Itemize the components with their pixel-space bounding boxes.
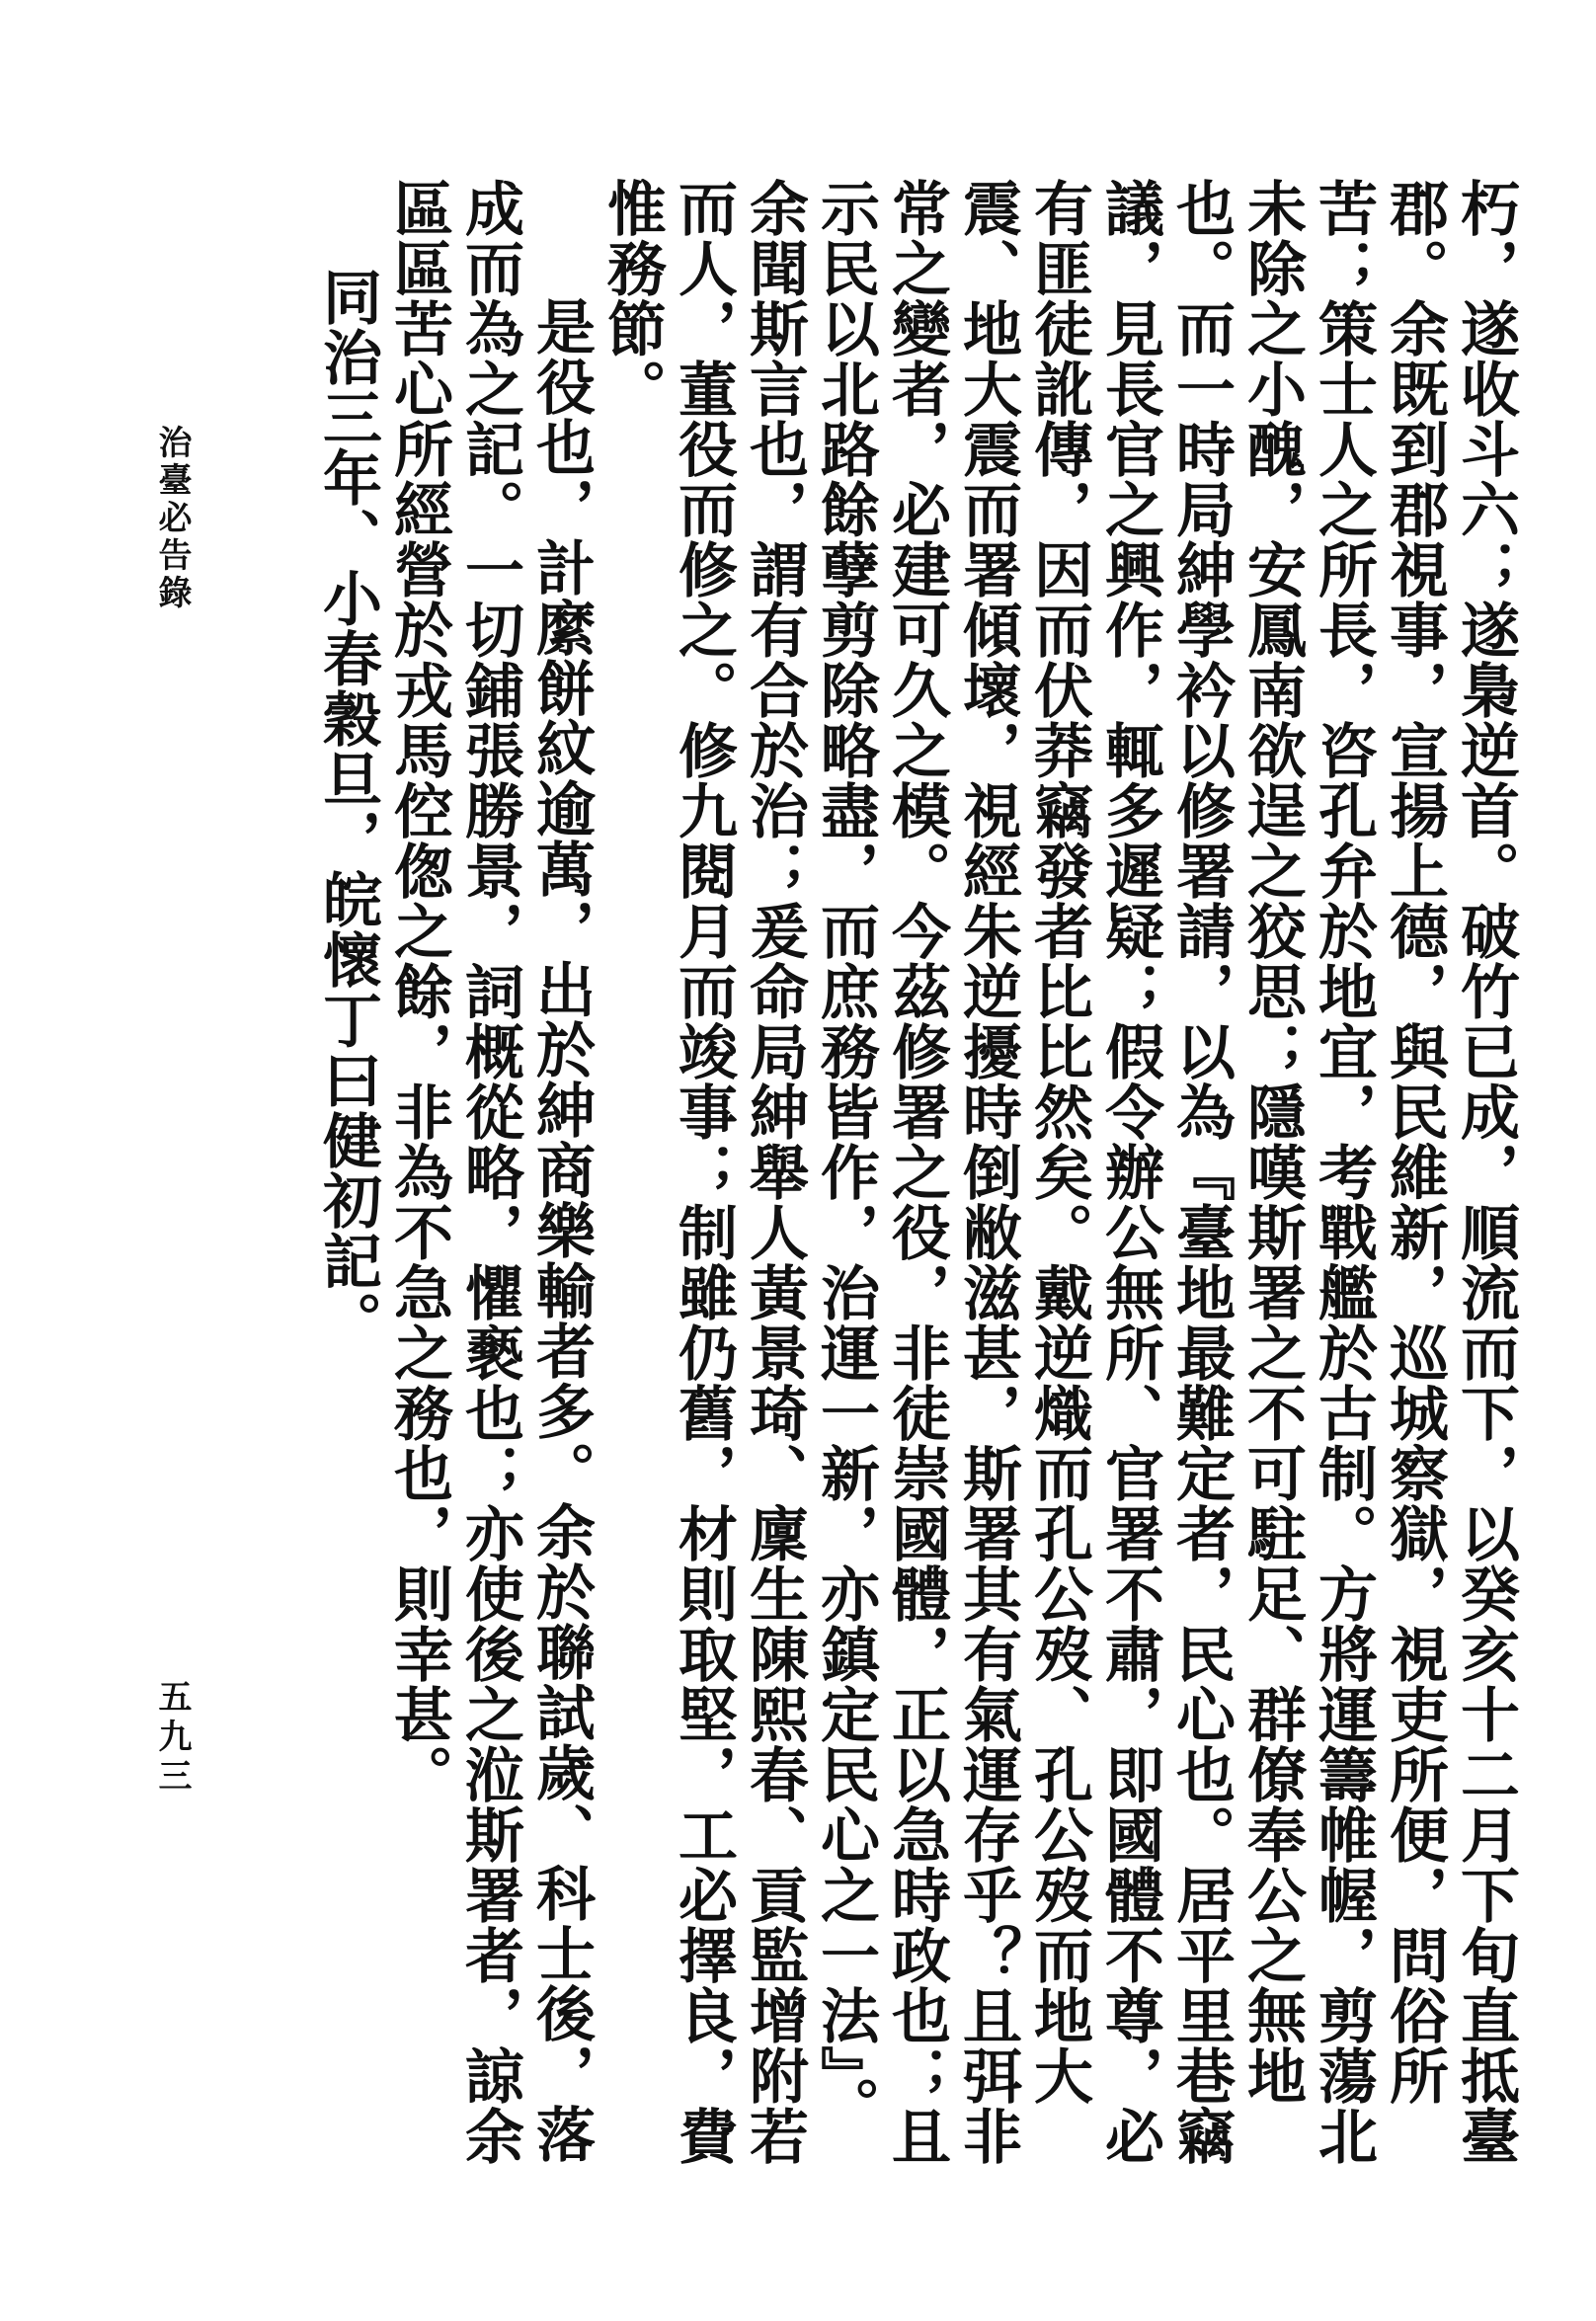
paragraph-2: 是役也，計縻餅紋逾萬，出於紳商樂輸者多。余於聯試歲、科士後，落成而為之記。一切鋪張勝景，詞概從略，懼褻也；亦使後之涖斯署者，諒余區區苦心所經營於戎馬倥偬之餘，非為不急之務也，則幸甚。 [384,178,596,2166]
main-text-block [296,178,1521,2173]
page-number: 五九三 [152,1679,192,1798]
date-signature-line: 同治三年、小春穀旦，皖懷丁曰健初記。 [313,267,382,1351]
running-title: 治臺必告錄 [152,425,192,612]
paragraph-1: 朽，遂收斗六；遂梟逆首。破竹已成，順流而下，以癸亥十二月下旬直抵臺郡。余既到郡視事，宣揚上德，與民維新，巡城察獄，視吏所便，問俗所苦；策士人之所長，咨孔弁於地宜，考戰艦於古制。方將運籌帷幄，剪蕩北未除之小醜，安鳳南欲逞之狡思；隱嘆斯署之不可駐足、群僚奉公之無地也。而一時局紳學衿以修署請，以為『臺地最難定者，民心也。居平里巷竊議，見長官之興作，輒多遲疑；假令辦公無所、官署不肅，即國體不尊，必有匪徒訛傳，因而伏莽竊發者比比然矣。戴逆熾而孔公歿、孔公歿而地大震、地大震而署傾壞，視經朱逆擾時倒敝滋甚，斯署其有氣運存乎？且弭非常之變者，必建可久之模。今茲修署之役，非徒崇國體，正以急時政也；且示民以北路餘孽剪除略盡，而庶務皆作，治運一新，亦鎮定民心之一法』。余聞斯言也，謂有合於治；爰命局紳舉人黃景琦、廩生陳熙春、貢監增附若而人，董役而修之。修九閱月而竣事；制雖仍舊，材則取堅，工必擇良，費惟務節。 [598,178,1520,2166]
